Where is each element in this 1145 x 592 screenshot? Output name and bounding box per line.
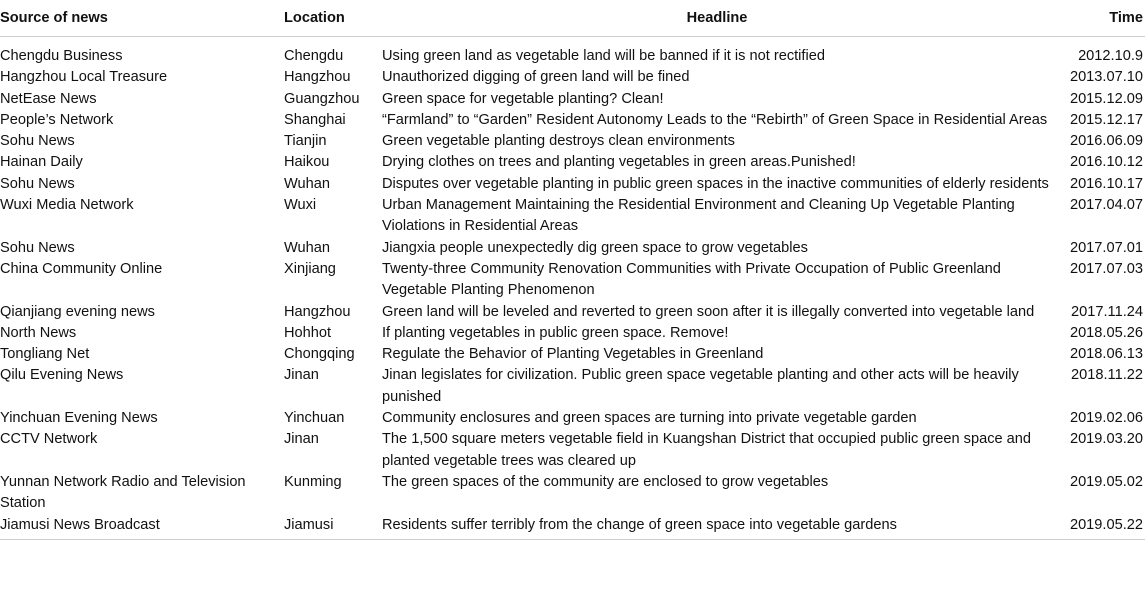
cell-source: Yunnan Network Radio and Television Station <box>0 473 246 512</box>
cell-source: Sohu News <box>0 133 75 150</box>
cell-location: Jinan <box>284 431 319 448</box>
header-source: Source of news <box>0 0 284 37</box>
cell-time: 2018.06.13 <box>1069 346 1143 363</box>
cell-time: 2018.05.26 <box>1069 324 1143 341</box>
cell-source: Wuxi Media Network <box>0 197 134 214</box>
cell-source: Qianjiang evening news <box>0 303 155 320</box>
cell-location: Guangzhou <box>284 90 360 107</box>
table-row <box>0 259 1145 302</box>
cell-headline: Urban Management Maintaining the Residential Environment and Cleaning Up Vegetable Planting Violations in Residential Areas <box>382 197 1015 235</box>
cell-headline: The green spaces of the community are enclosed to grow vegetables <box>382 473 829 490</box>
cell-time: 2015.12.17 <box>1069 111 1143 128</box>
cell-location: Wuhan <box>284 175 330 192</box>
cell-source: CCTV Network <box>0 431 98 448</box>
header-time: Time <box>1052 0 1145 37</box>
cell-time: 2017.07.01 <box>1069 239 1143 256</box>
table-row <box>0 515 1145 540</box>
table-row <box>0 131 1145 152</box>
header-headline: Headline <box>382 0 1052 37</box>
cell-time: 2017.07.03 <box>1069 260 1143 277</box>
cell-headline: Residents suffer terribly from the change of green space into vegetable gardens <box>382 515 1052 540</box>
cell-time: 2019.05.02 <box>1069 473 1143 490</box>
table-row <box>0 238 1145 259</box>
cell-time: 2019.03.20 <box>1069 431 1143 448</box>
cell-source: Yinchuan Evening News <box>0 410 158 427</box>
cell-location: Chengdu <box>284 48 344 64</box>
cell-headline: Disputes over vegetable planting in public green spaces in the inactive communities of elderly residents <box>382 175 1049 192</box>
cell-headline: Community enclosures and green spaces are turning into private vegetable garden <box>382 410 917 427</box>
cell-time: 2017.04.07 <box>1069 197 1143 214</box>
cell-location: Hangzhou <box>284 69 351 86</box>
cell-location: Tianjin <box>284 133 327 150</box>
table-row <box>0 37 1145 68</box>
cell-source: Sohu News <box>0 175 75 192</box>
cell-headline: Green space for vegetable planting? Clean! <box>382 90 664 107</box>
cell-time: 2016.10.12 <box>1069 154 1143 171</box>
cell-time: 2019.05.22 <box>1052 515 1145 540</box>
cell-location: Kunming <box>284 473 342 490</box>
cell-location: Shanghai <box>284 111 346 128</box>
table-row <box>0 110 1145 131</box>
cell-headline: Using green land as vegetable land will be banned if it is not rectified <box>382 48 825 64</box>
cell-time: 2015.12.09 <box>1069 90 1143 107</box>
cell-location: Jiamusi <box>284 515 382 540</box>
cell-headline: If planting vegetables in public green space. Remove! <box>382 324 729 341</box>
cell-source: Qilu Evening News <box>0 367 124 384</box>
cell-time: 2016.06.09 <box>1069 133 1143 150</box>
cell-location: Haikou <box>284 154 330 171</box>
cell-source: Tongliang Net <box>0 346 90 363</box>
cell-source: Sohu News <box>0 239 75 256</box>
header-location: Location <box>284 0 382 37</box>
table-row <box>0 472 1145 515</box>
cell-location: Yinchuan <box>284 410 345 427</box>
cell-location: Chongqing <box>284 346 355 363</box>
cell-time: 2017.11.24 <box>1071 303 1143 320</box>
cell-source: NetEase News <box>0 90 97 107</box>
cell-location: Jinan <box>284 367 319 384</box>
table-row <box>0 408 1145 429</box>
table-row <box>0 152 1145 173</box>
table-row <box>0 365 1145 408</box>
table-row <box>0 67 1145 88</box>
cell-headline: Green vegetable planting destroys clean environments <box>382 133 735 150</box>
cell-source: China Community Online <box>0 260 163 277</box>
cell-source: Chengdu Business <box>0 48 123 64</box>
cell-source: Hainan Daily <box>0 154 83 171</box>
table-row <box>0 302 1145 323</box>
cell-location: Wuxi <box>284 197 317 214</box>
cell-time: 2016.10.17 <box>1069 175 1143 192</box>
cell-headline: Drying clothes on trees and planting vegetables in green areas.Punished! <box>382 154 856 171</box>
cell-location: Wuhan <box>284 239 330 256</box>
cell-source: North News <box>0 324 77 341</box>
table-row <box>0 429 1145 472</box>
cell-headline: Twenty-three Community Renovation Communities with Private Occupation of Public Greenland Vegetable Planting Phenomenon <box>382 260 1001 299</box>
cell-location: Hangzhou <box>284 303 351 320</box>
cell-headline: Regulate the Behavior of Planting Vegetables in Greenland <box>382 346 764 363</box>
cell-headline: Unauthorized digging of green land will be fined <box>382 69 690 86</box>
cell-location: Xinjiang <box>284 260 336 277</box>
cell-time: 2019.02.06 <box>1069 410 1143 427</box>
table-row <box>0 174 1145 195</box>
cell-headline: “Farmland” to “Garden” Resident Autonomy Leads to the “Rebirth” of Green Space in Residential Areas <box>382 111 1048 128</box>
cell-location: Hohhot <box>284 324 332 341</box>
cell-source: Jiamusi News Broadcast <box>0 515 284 540</box>
cell-source: People’s Network <box>0 111 114 128</box>
cell-time: 2012.10.9 <box>1078 48 1143 64</box>
cell-headline: Green land will be leveled and reverted to green soon after it is illegally converted into vegetable land <box>382 303 1035 320</box>
cell-time: 2018.11.22 <box>1071 367 1143 384</box>
table-row <box>0 89 1145 110</box>
header-row <box>0 0 1145 37</box>
cell-time: 2013.07.10 <box>1069 69 1143 86</box>
cell-headline: The 1,500 square meters vegetable field in Kuangshan District that occupied public green space and planted vegetable trees was cleared up <box>382 431 1032 469</box>
table-row <box>0 323 1145 344</box>
cell-headline: Jinan legislates for civilization. Public green space vegetable planting and other acts will be heavily punished <box>382 367 1019 405</box>
table-row <box>0 344 1145 365</box>
cell-source: Hangzhou Local Treasure <box>0 69 168 86</box>
cell-headline: Jiangxia people unexpectedly dig green space to grow vegetables <box>382 239 808 256</box>
table-row <box>0 195 1145 238</box>
